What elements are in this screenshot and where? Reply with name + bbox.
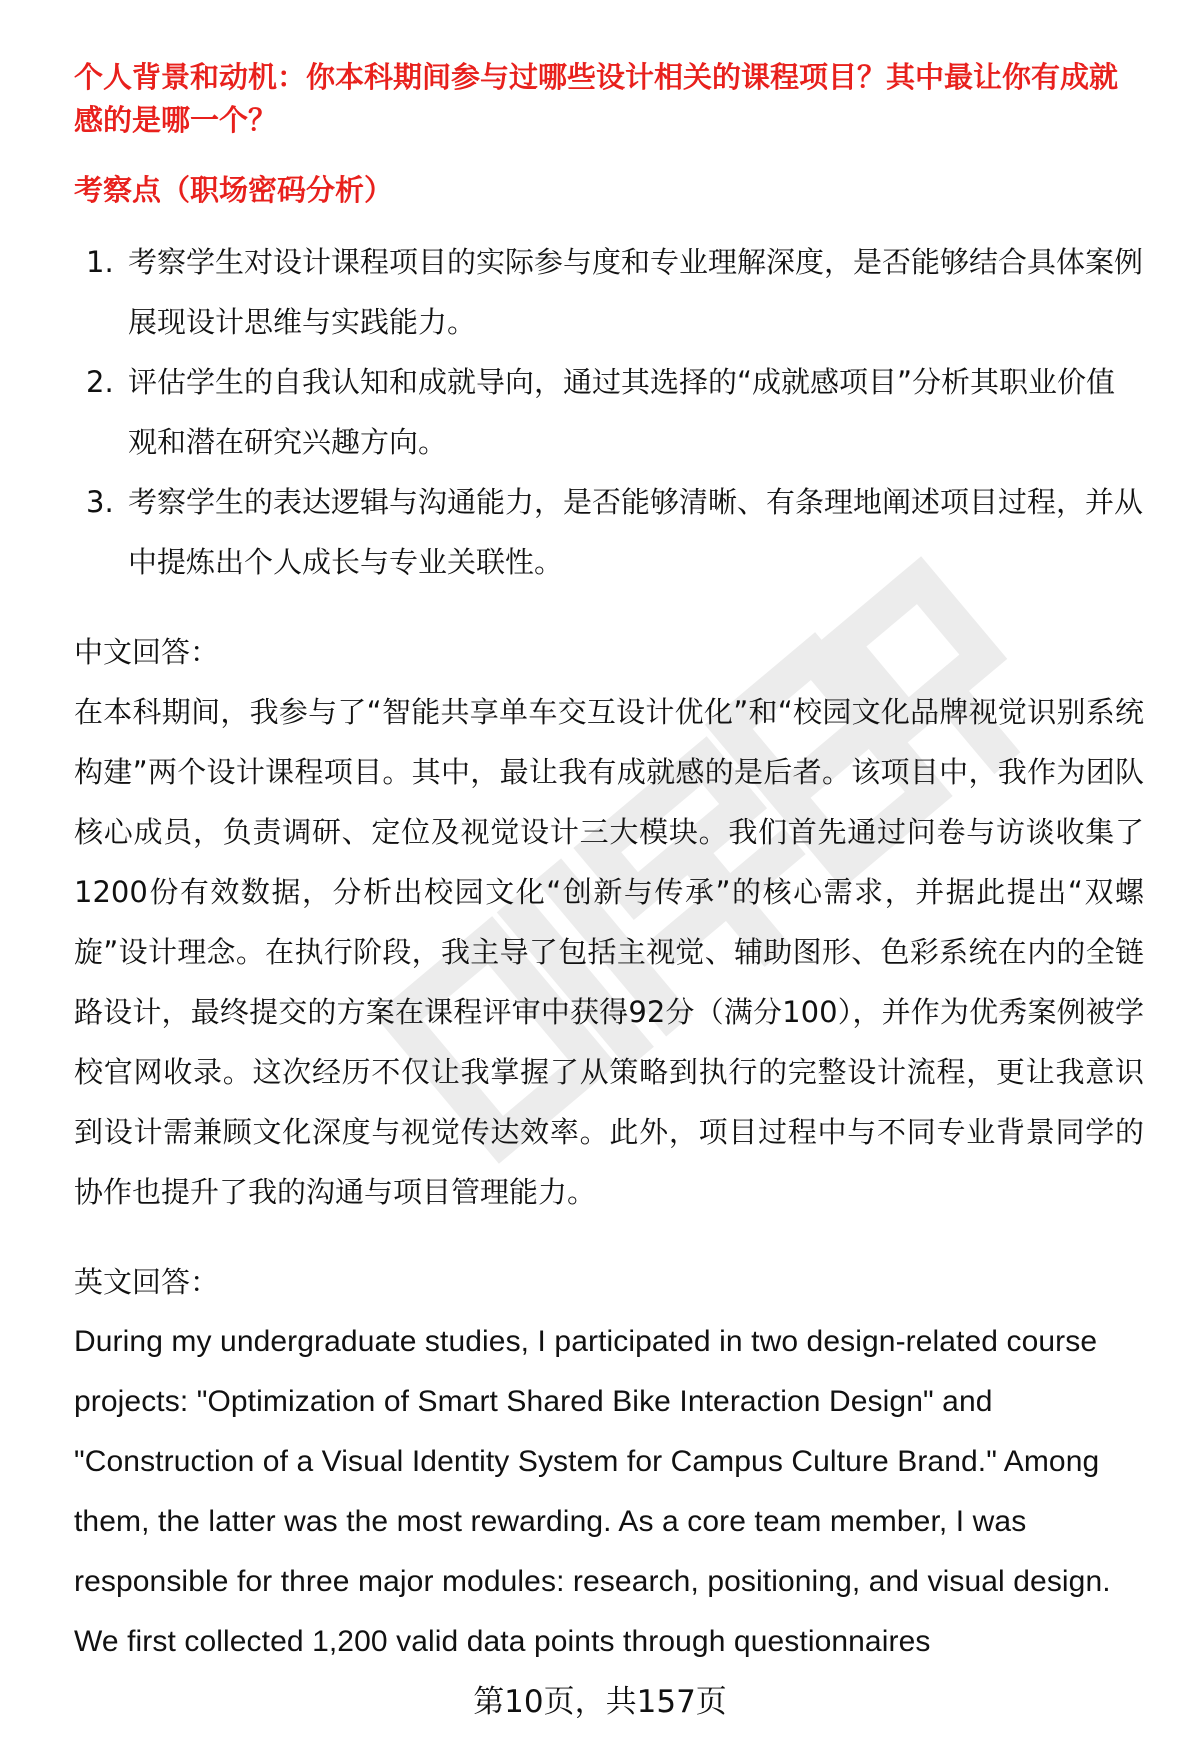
page-number-footer: 第10页，共157页 <box>473 1684 727 1720</box>
assessment-point <box>74 232 1144 352</box>
assessment-points-list <box>74 232 1144 592</box>
chinese-answer-label: 中文回答： <box>74 635 220 669</box>
point-number: 3. <box>86 485 114 519</box>
point-text: 考察学生对设计课程项目的实际参与度和专业理解深度，是否能够结合具体案例展现设计思维与实践能力。 <box>128 245 1144 339</box>
point-number: 2. <box>86 365 114 399</box>
document-content <box>74 56 1144 1672</box>
point-text: 考察学生的表达逻辑与沟通能力，是否能够清晰、有条理地阐述项目过程，并从中提炼出个人成长与专业关联性。 <box>128 485 1144 579</box>
point-number: 1. <box>86 245 114 279</box>
assessment-title: 考察点（职场密码分析） <box>74 173 394 207</box>
chinese-answer-text: 在本科期间，我参与了“智能共享单车交互设计优化”和“校园文化品牌视觉识别系统构建”两个设计课程项目。其中，最让我有成就感的是后者。该项目中，我作为团队核心成员，负责调研、定位及视觉设计三大模块。我们首先通过问卷与访谈收集了1200份有效数据，分析出校园文化“创新与传承”的核心需求，并据此提出“双螺旋”设计理念。在执行阶段，我主导了包括主视觉、辅助图形、色彩系统在内的全链路设计，最终提交的方案在课程评审中获得92分（满分100），并作为优秀案例被学校官网收录。这次经历不仅让我掌握了从策略到执行的完整设计流程，更让我意识到设计需兼顾文化深度与视觉传达效率。此外，项目过程中与不同专业背景同学的协作也提升了我的沟通与项目管理能力。 <box>74 695 1144 1209</box>
english-answer-text: During my undergraduate studies, I participated in two design-related course projects: "Optimization of Smart Shared Bike Interaction Design" and "Construction of a Visual Identity System for Campus Culture Brand." Among them, the latter was the most rewarding. As a core team member, I was responsible for three major modules: research, positioning, and visual design. We first collected 1,200 valid data points through questionnaires <box>74 1325 1111 1658</box>
english-answer-label: 英文回答： <box>74 1265 220 1299</box>
question-heading: 个人背景和动机：你本科期间参与过哪些设计相关的课程项目？其中最让你有成就感的是哪一个？ <box>74 60 1119 137</box>
point-text: 评估学生的自我认知和成就导向，通过其选择的“成就感项目”分析其职业价值观和潜在研究兴趣方向。 <box>128 365 1116 459</box>
assessment-point <box>74 472 1144 592</box>
assessment-point <box>74 352 1144 472</box>
